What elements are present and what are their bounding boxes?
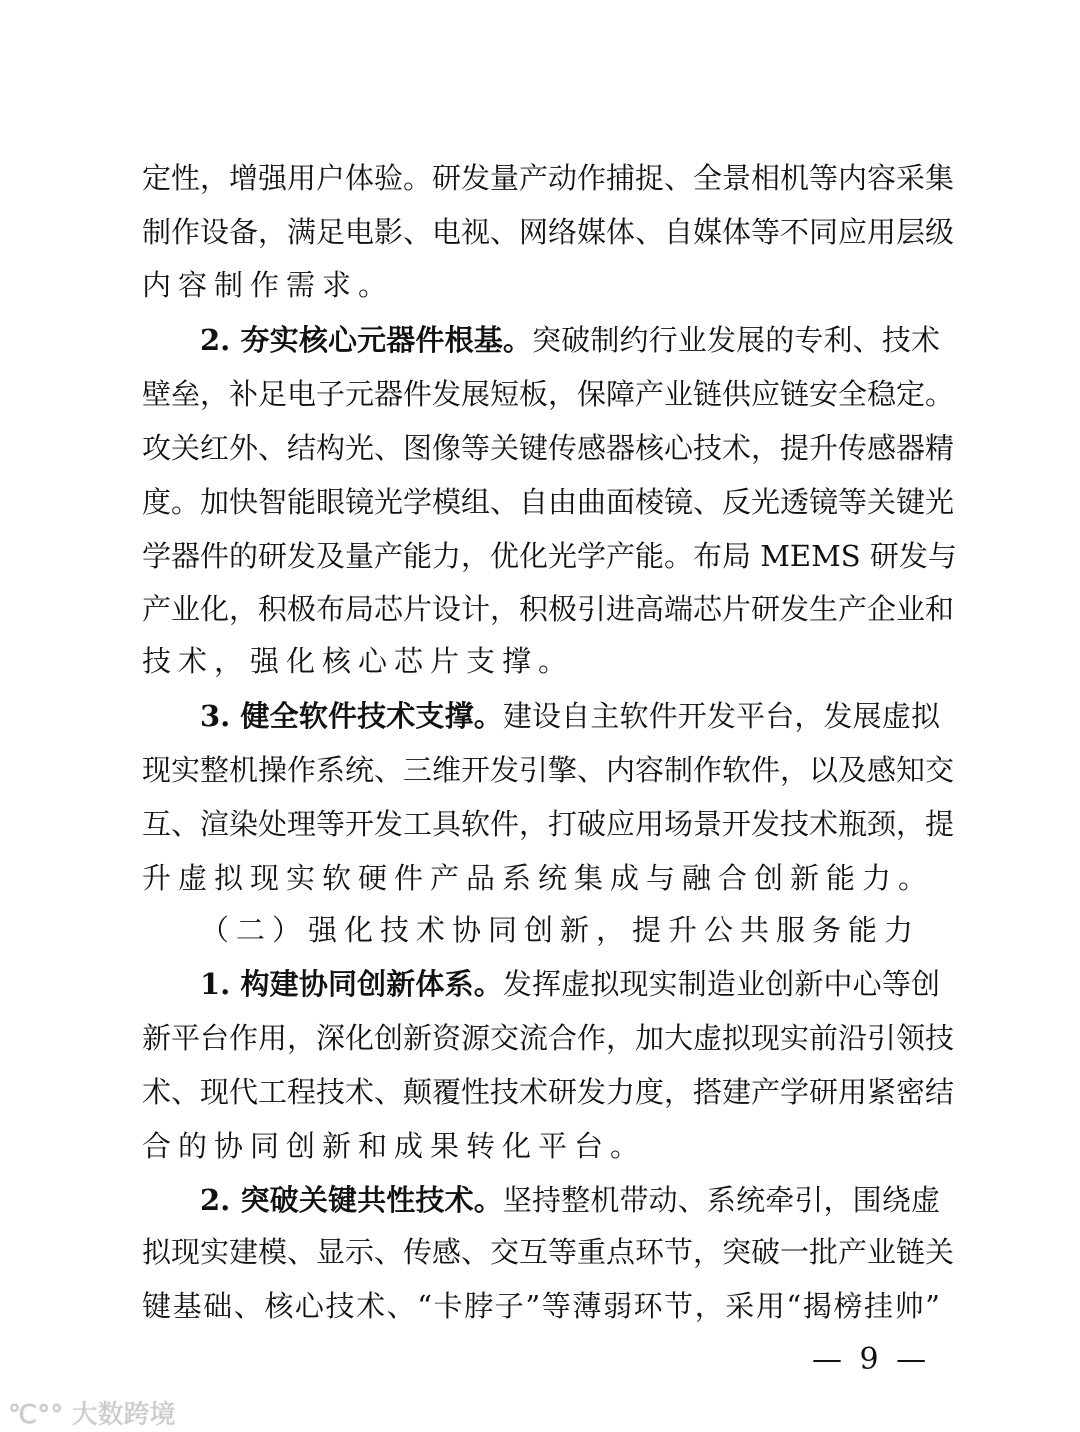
- line-text: 坚持整机带动、系统牵引，围绕虚: [502, 1183, 940, 1217]
- line-text: 突破制约行业发展的专利、技术: [532, 323, 940, 357]
- body-line: [142, 482, 955, 522]
- body-line: [142, 1126, 940, 1166]
- body-line: [142, 1232, 955, 1272]
- item-heading-line: [200, 1180, 940, 1220]
- body-line: [142, 641, 940, 681]
- body-line: [142, 158, 955, 198]
- body-line: [142, 374, 955, 414]
- line-text: 定性，增强用户体验。研发量产动作捕捉、全景相机等内容采集: [142, 161, 955, 195]
- body-line: [142, 750, 955, 790]
- line-text: 键基础、核心技术、“卡脖子”等薄弱环节，采用“揭榜挂帅”: [142, 1289, 940, 1323]
- line-text: 升虚拟现实软硬件产品系统集成与融合创新能力。: [142, 861, 935, 895]
- line-text: 发挥虚拟现实制造业创新中心等创: [502, 967, 940, 1001]
- line-text: 技术，强化核心芯片支撑。: [142, 644, 575, 678]
- line-text: 术、现代工程技术、颠覆性技术研发力度，搭建产学研用紧密结: [142, 1075, 955, 1109]
- line-text: 产业化，积极布局芯片设计，积极引进高端芯片研发生产企业和: [142, 592, 955, 626]
- section-heading-text: （二）强化技术协同创新，提升公共服务能力: [200, 913, 921, 947]
- body-line: [142, 858, 940, 898]
- watermark-logo: [8, 1394, 175, 1431]
- section-heading: [200, 910, 940, 950]
- body-line: [142, 1018, 955, 1058]
- line-text: 学器件的研发及量产能力，优化光学产能。布局 MEMS 研发与: [142, 539, 957, 573]
- body-line: [142, 1286, 940, 1326]
- line-text: 互、渲染处理等开发工具软件，打破应用场景开发技术瓶颈，提: [142, 807, 955, 841]
- line-text: 合的协同创新和成果转化平台。: [142, 1129, 647, 1163]
- line-text: 建设自主软件开发平台，发展虚拟: [502, 699, 940, 733]
- item-heading: 2. 夯实核心元器件根基。: [200, 323, 533, 357]
- page-number: — 9 —: [812, 1342, 931, 1377]
- line-text: 度。加快智能眼镜光学模组、自由曲面棱镜、反光透镜等关键光: [142, 485, 955, 519]
- item-heading-line: [200, 964, 940, 1004]
- item-heading-line: [200, 696, 940, 736]
- line-text: 现实整机操作系统、三维开发引擎、内容制作软件，以及感知交: [142, 753, 955, 787]
- line-text: 制作设备，满足电影、电视、网络媒体、自媒体等不同应用层级: [142, 215, 955, 249]
- line-text: 新平台作用，深化创新资源交流合作，加大虚拟现实前沿引领技: [142, 1021, 955, 1055]
- item-heading: 1. 构建协同创新体系。: [200, 967, 503, 1001]
- body-line: [142, 804, 955, 844]
- body-line: [142, 589, 955, 629]
- watermark-text: 大数跨境: [71, 1400, 176, 1430]
- line-text: 内容制作需求。: [142, 268, 395, 302]
- body-line: [142, 1072, 955, 1112]
- line-text: 攻关红外、结构光、图像等关键传感器核心技术，提升传感器精: [142, 431, 955, 465]
- item-heading: 2. 突破关键共性技术。: [200, 1183, 503, 1217]
- line-text: 壁垒，补足电子元器件发展短板，保障产业链供应链安全稳定。: [142, 377, 955, 411]
- body-line: [142, 265, 940, 305]
- item-heading: 3. 健全软件技术支撑。: [200, 699, 503, 733]
- body-line: [142, 428, 955, 468]
- body-line: [142, 212, 955, 252]
- line-text: 拟现实建模、显示、传感、交互等重点环节，突破一批产业链关: [142, 1235, 955, 1269]
- body-line: [142, 536, 957, 576]
- watermark-icon: ℃°°: [8, 1400, 72, 1430]
- item-heading-line: [200, 320, 940, 360]
